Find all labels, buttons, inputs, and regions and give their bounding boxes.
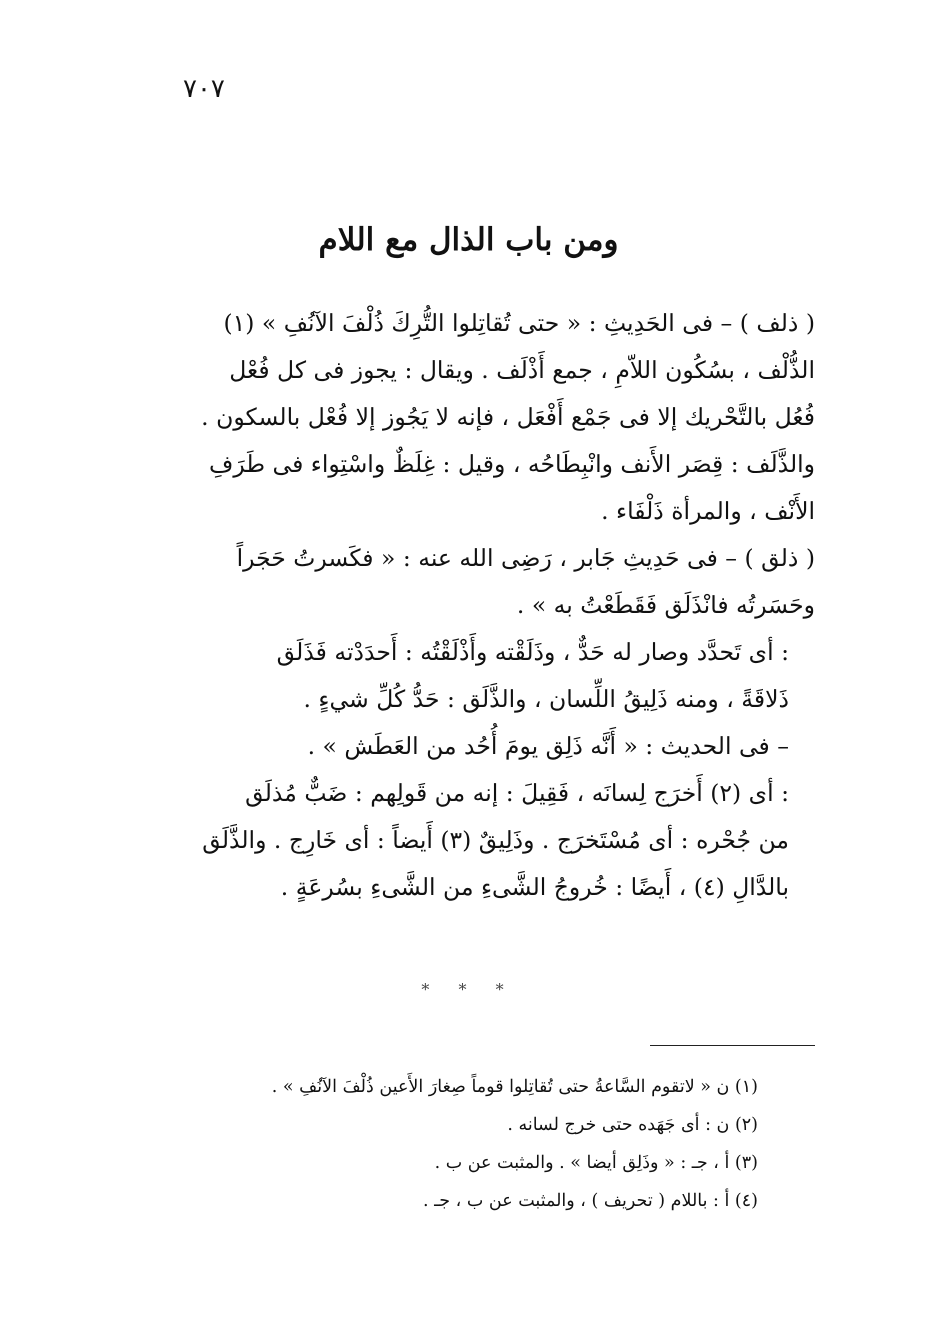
entry-hadith	[145, 723, 815, 770]
text-line: ( ذلق ) – فى حَدِيثِ جَابر ، رَضِى الله عنه : « فكَسرتُ حَجَراً	[236, 544, 815, 572]
text-line: من جُحْره : أى مُسْتَخرَج . وذَلِيقٌ (٣) أَيضاً : أى خَارِج . والذَّلَق	[202, 826, 789, 854]
page-number: ٧٠٧	[183, 74, 225, 104]
text-line: : أى تَحدَّد وصار له حَدٌّ ، وذَلَقْته وأَذْلَقْتُه : أَحدَدْته فَذَلَق	[276, 638, 789, 666]
text-line: – فى الحديث : « أَنَّه ذَلِق يومَ أُحُد من العَطَش » .	[307, 732, 789, 760]
text-line: بالدَّالِ (٤) ، أَيضًا : خُروجُ الشَّىءِ من الشَّىءِ بسُرعَةٍ .	[280, 873, 789, 901]
text-line: الذُّلْف ، بسُكُون اللاّمِ ، جمع أَذْلَف . ويقال : يجوز فى كل فُعْل	[229, 356, 815, 384]
footnotes	[175, 1068, 758, 1220]
text-line: فُعُل بالتَّحْريك إلا فى جَمْع أَفْعَل ، فإنه لا يَجُوز إلا فُعْل بالسكون .	[201, 403, 815, 431]
section-heading: ومن باب الذال مع اللام	[318, 222, 619, 258]
footnote-4: (٤) أ : باللام ( تحريف ) ، والمثبت عن ب ، جـ .	[423, 1191, 758, 1211]
footnote-divider	[650, 1045, 815, 1046]
text-line: والذَّلَف : قِصَر الأَنف وانْبِطَاحُه ، وقيل : غِلَظٌ واسْتِواء فى طَرَفِ	[209, 450, 815, 478]
entry-explanation	[145, 629, 815, 723]
body-text	[145, 300, 815, 911]
text-line: الأَنْف ، والمرأة ذَلْفَاء .	[601, 497, 815, 525]
footnote-1: (١) ن « لاتقوم السَّاعةُ حتى تُقاتِلوا قوماً صِغارَ الأَعين ذُلْفَ الآنُفِ » .	[271, 1077, 758, 1097]
text-line: : أى (٢) أَخرَج لِسانَه ، فَقِيلَ : إنه من قَولِهم : ضَبٌّ مُذلَق	[245, 779, 789, 807]
entry-dhalaf	[145, 300, 815, 535]
entry-dhalaq	[145, 535, 815, 629]
text-line: وحَسَرتُه فانْذَلَق فَقَطَعْتُ به » .	[516, 591, 815, 619]
section-separator: * * *	[421, 980, 516, 999]
text-line: ذَلاقَةً ، ومنه ذَلِيقُ اللِّسان ، والذَّلَق : حَدُّ كُلِّ شيءٍ .	[303, 685, 789, 713]
footnote-3: (٣) أ ، جـ : « وذَلِق أيضا » . والمثبت عن ب .	[434, 1153, 758, 1173]
text-line: ( ذلف ) – فى الحَدِيثِ : « حتى تُقاتِلوا التُّرِكَ ذُلْفَ الآنُفِ » (١)	[223, 309, 815, 337]
footnote-2: (٢) ن : أى جَهَده حتى خرج لسانه .	[507, 1115, 758, 1135]
entry-explanation-2	[145, 770, 815, 911]
